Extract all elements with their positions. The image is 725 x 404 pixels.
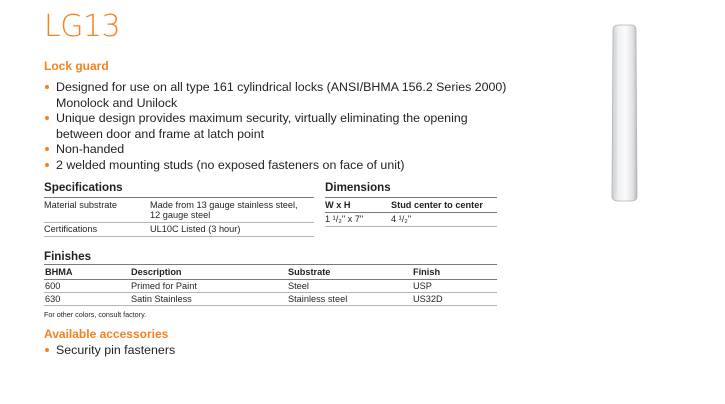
product-subtitle: Lock guard (44, 59, 109, 73)
feature-item: Unique design provides maximum security, virtually eliminating the opening between door and frame at latch point (44, 111, 514, 142)
bullet-icon (45, 163, 49, 167)
table-cell: USP (412, 280, 497, 293)
table-header-row (44, 265, 497, 280)
bullet-icon (45, 147, 49, 151)
finishes-note: For other colors, consult factory. (44, 310, 147, 319)
table-row (44, 198, 314, 223)
accessories-list (44, 343, 175, 359)
bullet-icon (45, 116, 49, 120)
table-cell: Satin Stainless (130, 293, 287, 306)
table-cell: 1 ¹/₂" x 7" (325, 213, 391, 227)
lock-guard-image (610, 24, 638, 202)
table-cell: Stainless steel (287, 293, 412, 306)
feature-item: 2 welded mounting studs (no exposed fasteners on face of unit) (44, 158, 514, 174)
column-header: W x H (325, 198, 391, 213)
column-header: Finish (412, 265, 497, 280)
finishes-heading: Finishes (44, 250, 92, 263)
feature-item: Non-handed (44, 142, 514, 158)
feature-list (44, 80, 514, 174)
column-header: Substrate (287, 265, 412, 280)
column-header: Description (130, 265, 287, 280)
lock-guard-product-image (610, 24, 638, 202)
table-cell: Steel (287, 280, 412, 293)
spec-label: Material substrate (44, 198, 150, 223)
table-row (325, 213, 497, 227)
spec-value: Made from 13 gauge stainless steel, 12 gauge steel (150, 198, 314, 223)
table-cell: 600 (44, 280, 130, 293)
bullet-icon (45, 348, 49, 352)
specifications-heading: Specifications (44, 181, 123, 194)
accessory-item: Security pin fasteners (44, 343, 175, 359)
spec-label: Certifications (44, 223, 150, 237)
table-row (44, 293, 497, 306)
table-cell: 4 ¹/₂" (391, 213, 497, 227)
dimensions-table (325, 197, 497, 227)
table-header-row (325, 198, 497, 213)
specifications-table (44, 197, 314, 237)
column-header: Stud center to center (391, 198, 497, 213)
table-cell: 630 (44, 293, 130, 306)
dimensions-heading: Dimensions (325, 181, 391, 194)
table-cell: Primed for Paint (130, 280, 287, 293)
accessories-heading: Available accessories (44, 327, 169, 341)
table-cell: US32D (412, 293, 497, 306)
finishes-table (44, 264, 497, 306)
page-title: LG13 (44, 9, 121, 44)
table-row (44, 280, 497, 293)
column-header: BHMA (44, 265, 130, 280)
spec-value: UL10C Listed (3 hour) (150, 223, 314, 237)
bullet-icon (45, 85, 49, 89)
feature-item: Designed for use on all type 161 cylindrical locks (ANSI/BHMA 156.2 Series 2000) Monolock and Unilock (44, 80, 514, 111)
table-row (44, 223, 314, 237)
